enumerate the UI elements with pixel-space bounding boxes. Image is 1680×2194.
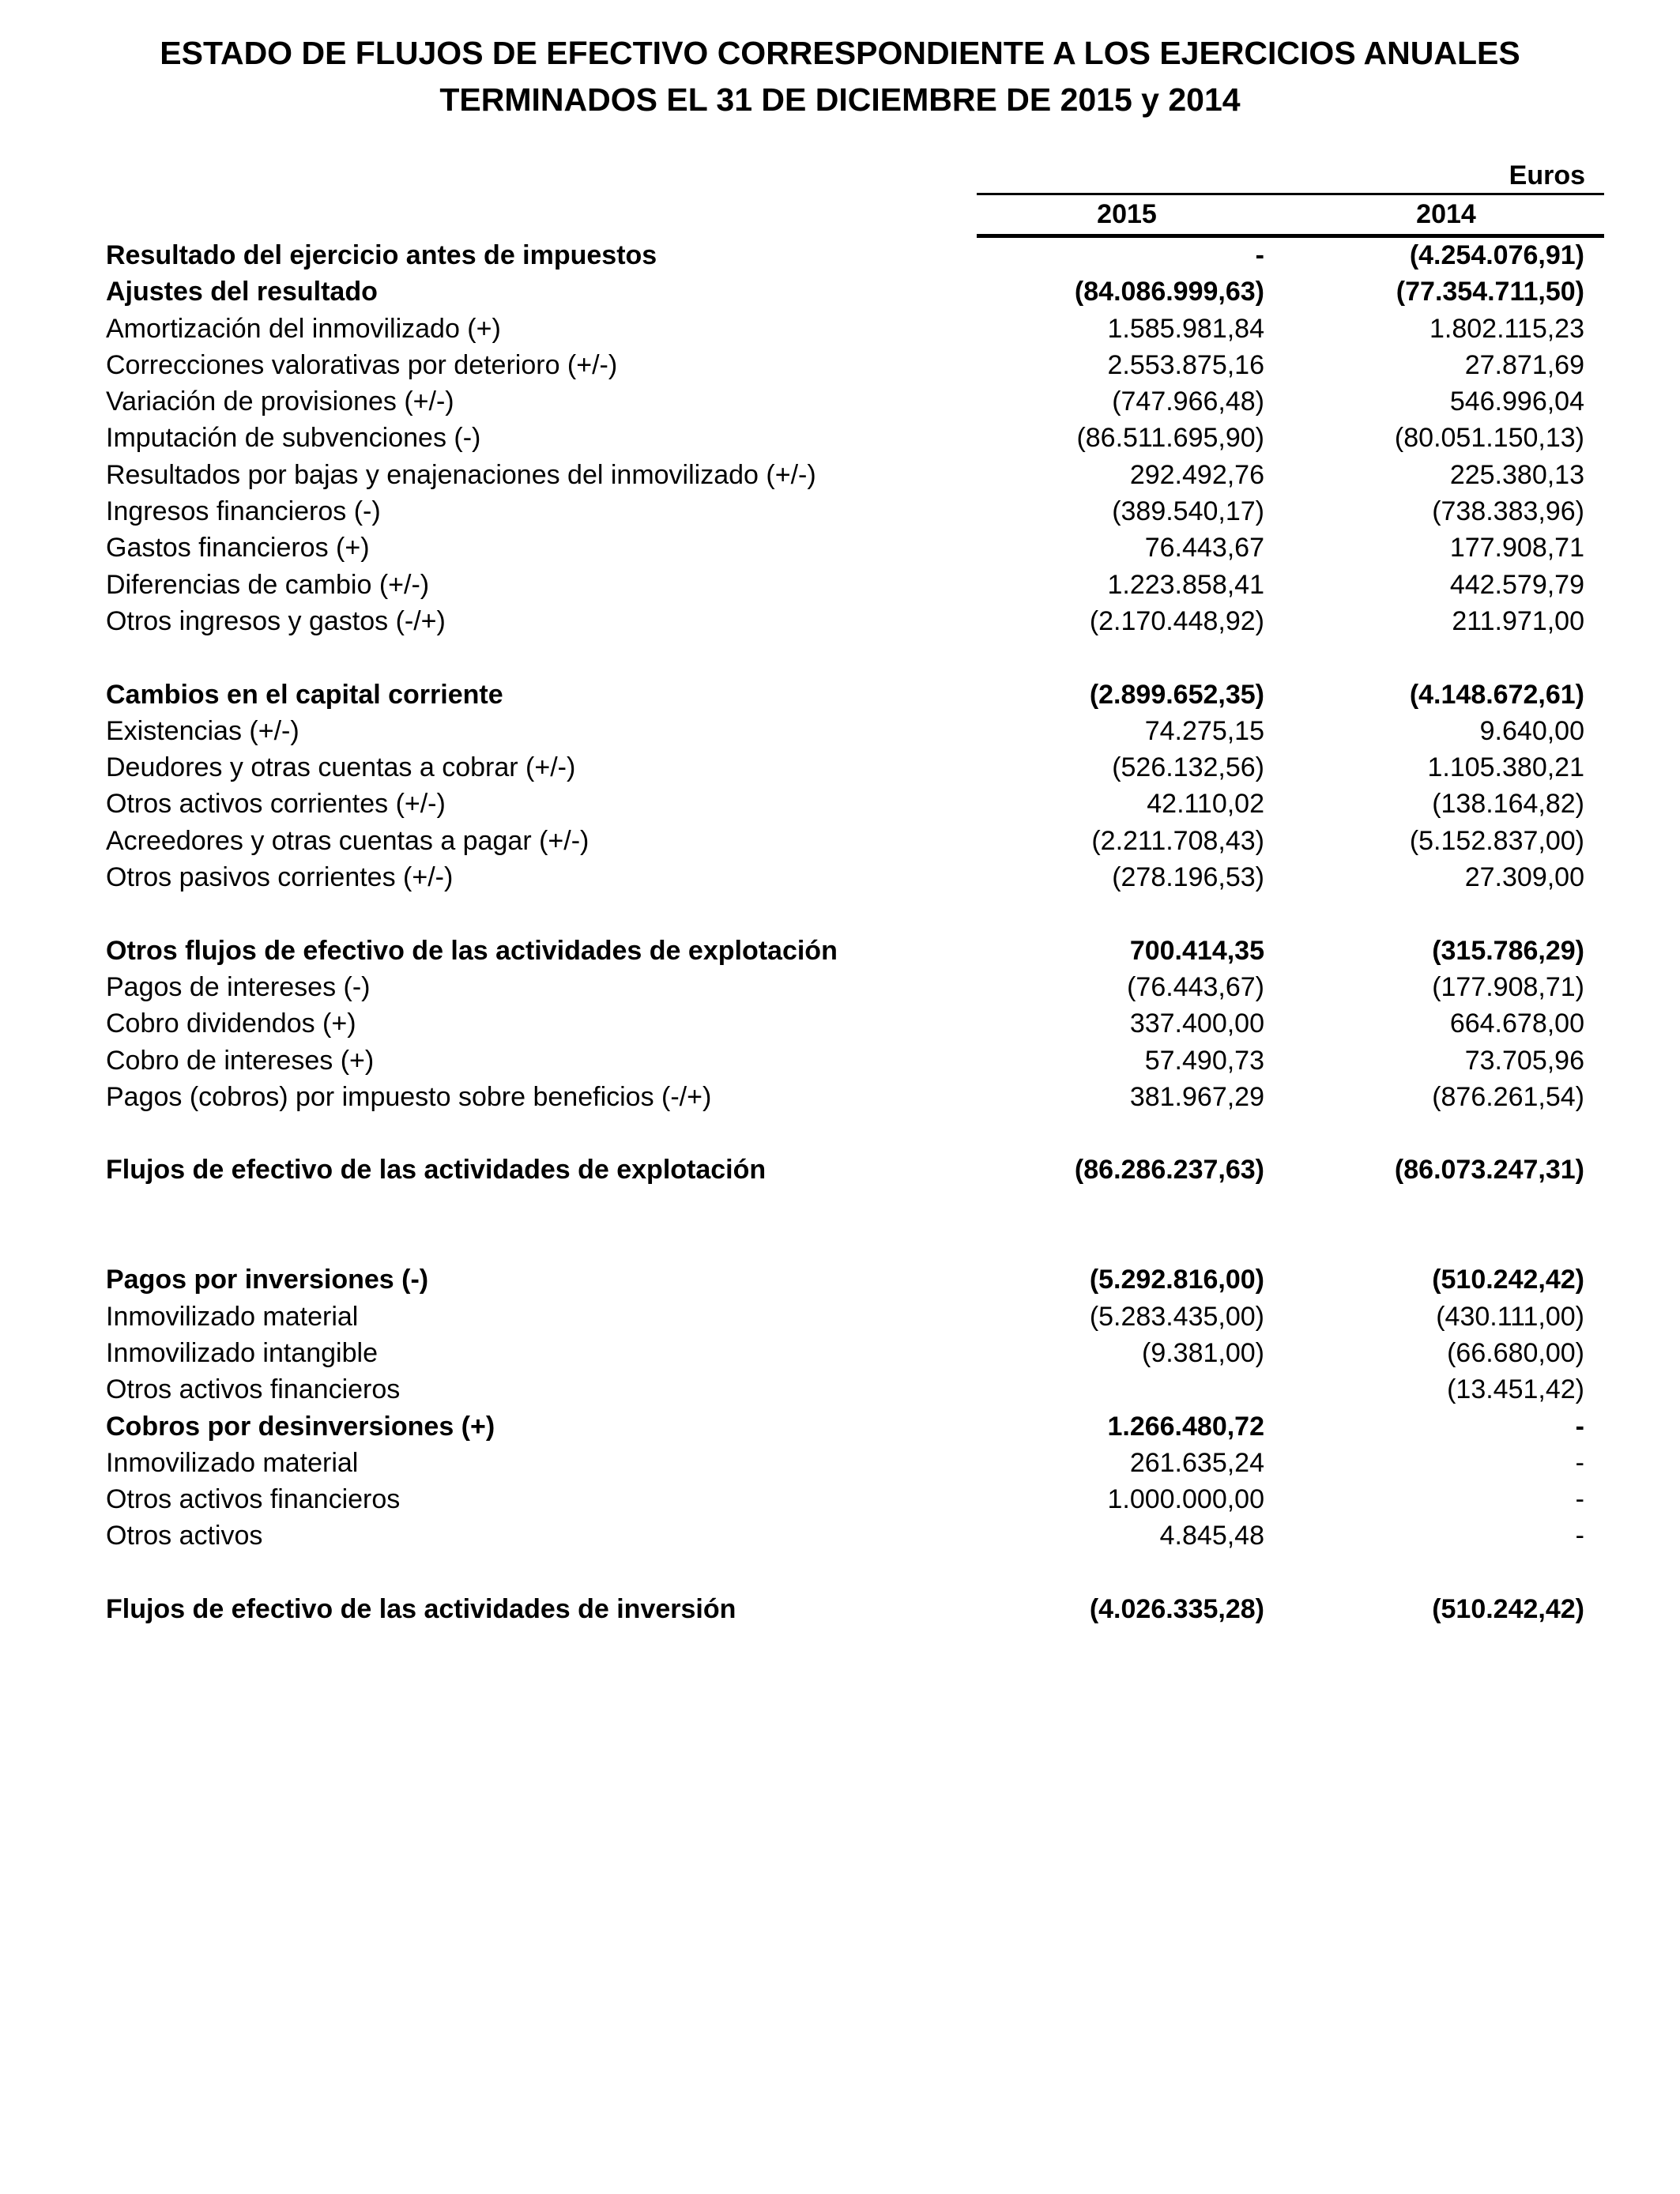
row-value-2015: (5.283.435,00): [1089, 1301, 1264, 1332]
row-label: Otros pasivos corrientes (+/-): [106, 862, 454, 893]
row-value-2015: 292.492,76: [1129, 459, 1264, 490]
row-value-2015: (86.286.237,63): [1074, 1155, 1264, 1186]
row-value-2015: 74.275,15: [1144, 715, 1264, 746]
row-value-2015: (5.292.816,00): [1089, 1265, 1264, 1295]
table-row: [0, 603, 1680, 639]
table-row: [0, 1371, 1680, 1408]
row-label: Correcciones valorativas por deterioro (+/-): [106, 349, 618, 380]
table-row: [0, 311, 1680, 347]
row-value-2014: 177.908,71: [1449, 533, 1584, 564]
table-row: [0, 530, 1680, 566]
column-header-2014: 2014: [1416, 199, 1476, 229]
row-value-2015: (2.211.708,43): [1091, 825, 1264, 856]
row-label: Gastos financieros (+): [106, 533, 370, 564]
row-value-2014: 1.105.380,21: [1427, 752, 1584, 783]
row-value-2014: (86.073.247,31): [1394, 1155, 1584, 1186]
row-value-2015: 381.967,29: [1129, 1081, 1264, 1112]
table-row: [0, 1517, 1680, 1554]
row-value-2014: (876.261,54): [1432, 1081, 1584, 1112]
row-label: Cobro de intereses (+): [106, 1045, 375, 1076]
table-spacer: [0, 1225, 1680, 1261]
row-value-2014: 225.380,13: [1449, 459, 1584, 490]
table-row: [0, 1152, 1680, 1188]
table-row: [0, 823, 1680, 859]
row-value-2015: -: [1255, 240, 1264, 270]
row-value-2014: 546.996,04: [1449, 386, 1584, 417]
table-spacer: [0, 895, 1680, 932]
row-label: Otros activos financieros: [106, 1374, 401, 1405]
row-value-2014: 442.579,79: [1449, 569, 1584, 600]
table-row: [0, 1591, 1680, 1627]
row-label: Imputación de subvenciones (-): [106, 423, 481, 454]
table-row: [0, 237, 1680, 273]
row-value-2014: (430.111,00): [1436, 1301, 1584, 1332]
row-label: Amortización del inmovilizado (+): [106, 313, 501, 344]
row-value-2014: 9.640,00: [1479, 715, 1584, 746]
row-value-2014: (4.254.076,91): [1409, 240, 1584, 270]
cash-flow-table: [0, 237, 1680, 1627]
table-spacer: [0, 1115, 1680, 1152]
row-value-2015: 337.400,00: [1129, 1008, 1264, 1039]
row-label: Otros flujos de efectivo de las actividades de explotación: [106, 935, 838, 966]
row-value-2014: (177.908,71): [1432, 971, 1584, 1002]
table-spacer: [0, 1555, 1680, 1591]
currency-label: Euros: [1509, 160, 1585, 190]
table-row: [0, 1481, 1680, 1517]
table-row: [0, 273, 1680, 310]
row-value-2015: 1.266.480,72: [1107, 1411, 1264, 1442]
table-row: [0, 859, 1680, 895]
table-spacer: [0, 1189, 1680, 1225]
row-value-2014: (510.242,42): [1432, 1593, 1584, 1624]
row-value-2014: (315.786,29): [1432, 935, 1584, 966]
row-label: Inmovilizado material: [106, 1447, 359, 1478]
row-label: Pagos de intereses (-): [106, 971, 371, 1002]
row-label: Acreedores y otras cuentas a pagar (+/-): [106, 825, 590, 856]
table-row: [0, 786, 1680, 822]
table-row: [0, 457, 1680, 493]
row-value-2014: (77.354.711,50): [1396, 277, 1584, 307]
row-value-2015: 1.585.981,84: [1107, 313, 1264, 344]
table-row: [0, 969, 1680, 1005]
row-label: Pagos (cobros) por impuesto sobre beneficios (-/+): [106, 1081, 712, 1112]
row-value-2014: -: [1575, 1411, 1584, 1442]
row-label: Resultado del ejercicio antes de impuestos: [106, 240, 657, 270]
row-value-2015: 4.845,48: [1159, 1521, 1264, 1551]
row-label: Deudores y otras cuentas a cobrar (+/-): [106, 752, 576, 783]
row-value-2014: -: [1575, 1521, 1584, 1551]
row-value-2015: 1.223.858,41: [1107, 569, 1264, 600]
row-label: Diferencias de cambio (+/-): [106, 569, 430, 600]
row-label: Resultados por bajas y enajenaciones del inmovilizado (+/-): [106, 459, 816, 490]
row-value-2014: -: [1575, 1447, 1584, 1478]
row-value-2014: (5.152.837,00): [1409, 825, 1584, 856]
table-row: [0, 1299, 1680, 1335]
row-value-2015: 42.110,02: [1147, 789, 1264, 820]
row-label: Pagos por inversiones (-): [106, 1265, 429, 1295]
table-row: [0, 567, 1680, 603]
table-row: [0, 383, 1680, 420]
table-row: [0, 1335, 1680, 1371]
row-value-2015: (2.170.448,92): [1089, 605, 1264, 636]
row-label: Otros activos financieros: [106, 1484, 401, 1515]
table-row: [0, 1261, 1680, 1298]
table-row: [0, 1005, 1680, 1042]
table-row: [0, 749, 1680, 786]
row-value-2014: -: [1575, 1484, 1584, 1515]
row-value-2015: 261.635,24: [1129, 1447, 1264, 1478]
row-value-2015: 2.553.875,16: [1107, 349, 1264, 380]
row-label: Ingresos financieros (-): [106, 496, 381, 527]
row-value-2014: (66.680,00): [1447, 1337, 1584, 1368]
row-value-2015: 1.000.000,00: [1107, 1484, 1264, 1515]
row-value-2015: 76.443,67: [1144, 533, 1264, 564]
row-label: Cobros por desinversiones (+): [106, 1411, 495, 1442]
column-header-2015: 2015: [1097, 199, 1157, 229]
table-row: [0, 1408, 1680, 1445]
row-value-2015: (4.026.335,28): [1089, 1593, 1264, 1624]
page-title-line-2: TERMINADOS EL 31 DE DICIEMBRE DE 2015 y 2014: [439, 81, 1241, 118]
row-label: Variación de provisiones (+/-): [106, 386, 454, 417]
table-row: [0, 933, 1680, 969]
row-value-2014: 27.871,69: [1464, 349, 1584, 380]
row-value-2015: (389.540,17): [1112, 496, 1264, 527]
table-row: [0, 1445, 1680, 1481]
row-value-2015: (9.381,00): [1142, 1337, 1264, 1368]
row-label: Otros activos corrientes (+/-): [106, 789, 446, 820]
row-label: Cobro dividendos (+): [106, 1008, 356, 1039]
row-label: Flujos de efectivo de las actividades de explotación: [106, 1155, 767, 1186]
table-row: [0, 1079, 1680, 1115]
row-value-2015: 700.414,35: [1129, 935, 1264, 966]
page-title-line-1: ESTADO DE FLUJOS DE EFECTIVO CORRESPONDIENTE A LOS EJERCICIOS ANUALES: [160, 35, 1520, 71]
table-row: [0, 677, 1680, 713]
row-value-2015: (84.086.999,63): [1074, 277, 1264, 307]
row-value-2014: (4.148.672,61): [1409, 679, 1584, 710]
row-value-2015: (526.132,56): [1112, 752, 1264, 783]
table-row: [0, 493, 1680, 530]
row-value-2015: (278.196,53): [1112, 862, 1264, 893]
row-value-2015: (747.966,48): [1112, 386, 1264, 417]
row-value-2014: 211.971,00: [1452, 605, 1584, 636]
row-value-2014: 27.309,00: [1464, 862, 1584, 893]
table-row: [0, 1042, 1680, 1079]
table-row: [0, 713, 1680, 749]
header-rule-top: [977, 193, 1604, 195]
table-row: [0, 347, 1680, 383]
row-value-2014: (510.242,42): [1432, 1265, 1584, 1295]
row-value-2015: (2.899.652,35): [1089, 679, 1264, 710]
row-value-2014: (80.051.150,13): [1394, 423, 1584, 454]
row-value-2014: (738.383,96): [1432, 496, 1584, 527]
row-value-2014: (13.451,42): [1447, 1374, 1584, 1405]
table-spacer: [0, 639, 1680, 676]
row-value-2014: 73.705,96: [1464, 1045, 1584, 1076]
row-label: Otros activos: [106, 1521, 263, 1551]
row-value-2015: 57.490,73: [1144, 1045, 1264, 1076]
row-label: Existencias (+/-): [106, 715, 299, 746]
row-value-2015: (76.443,67): [1127, 971, 1264, 1002]
row-label: Otros ingresos y gastos (-/+): [106, 605, 446, 636]
row-label: Cambios en el capital corriente: [106, 679, 503, 710]
table-row: [0, 420, 1680, 456]
row-value-2015: (86.511.695,90): [1076, 423, 1264, 454]
row-label: Flujos de efectivo de las actividades de inversión: [106, 1593, 736, 1624]
row-label: Inmovilizado intangible: [106, 1337, 378, 1368]
row-label: Inmovilizado material: [106, 1301, 359, 1332]
row-value-2014: 1.802.115,23: [1430, 313, 1584, 344]
row-label: Ajustes del resultado: [106, 277, 378, 307]
row-value-2014: (138.164,82): [1432, 789, 1584, 820]
row-value-2014: 664.678,00: [1449, 1008, 1584, 1039]
